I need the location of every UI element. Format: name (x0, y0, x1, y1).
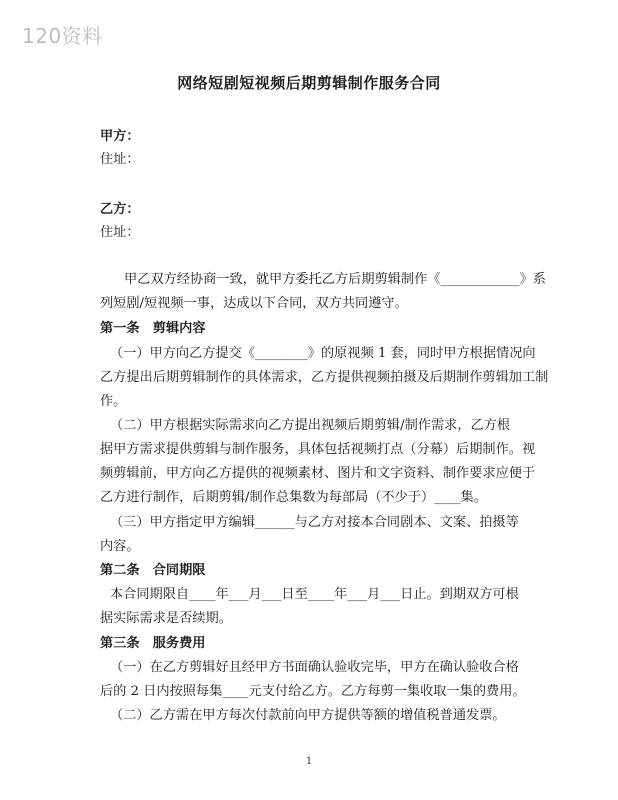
page-number: 1 (305, 756, 313, 767)
article-1-p3-line-2: 内容。 (100, 539, 140, 554)
article-1-p2-line-2: 据甲方需求提供剪辑与制作服务，具体包括视频打点（分幕）后期制作。视 (100, 442, 536, 457)
article-1-p2-line-1: （二）甲方根据实际需求向乙方提出视频后期剪辑/制作需求，乙方根 (110, 418, 511, 433)
article-2-line-1: 本合同期限自____年___月___日至____年___月___日止。到期双方可根 (110, 587, 519, 602)
article-1-heading: 第一条 剪辑内容 (100, 321, 206, 336)
party-a-label: 甲方： (100, 129, 140, 144)
article-1-p1-line-2: 乙方提出后期剪辑制作的具体需求，乙方提供视频拍摄及后期制作剪辑加工制 (100, 370, 549, 385)
article-3-p1-line-1: （一）在乙方剪辑好且经甲方书面确认验收完毕，甲方在确认验收合格 (110, 660, 519, 675)
article-3-p2-line-1: （二）乙方需在甲方每次付款前向甲方提供等额的增值税普通发票。 (110, 708, 506, 723)
document-title: 网络短剧短视频后期剪辑制作服务合同 (177, 74, 441, 92)
watermark: 120资料 (22, 24, 103, 48)
article-1-p2-line-3: 频剪辑前，甲方向乙方提供的视频素材、图片和文字资料、制作要求应便于 (100, 466, 536, 481)
article-1-p1-line-1: （一）甲方向乙方提交《________》的原视频 1 套，同时甲方根据情况向 (110, 346, 536, 361)
article-1-p1-line-3: 作。 (100, 394, 127, 409)
article-2-line-2: 据实际需求是否续期。 (100, 611, 232, 626)
article-3-heading: 第三条 服务费用 (100, 636, 206, 651)
intro-line-2: 列短剧/短视频一事，达成以下合同，双方共同遵守。 (100, 296, 408, 311)
party-a-address: 住址： (100, 152, 140, 167)
intro-line-1: 甲乙双方经协商一致，就甲方委托乙方后期剪辑制作《____________》系 (124, 272, 546, 287)
article-3-p1-line-2: 后的 2 日内按照每集____元支付给乙方。乙方每剪一集收取一集的费用。 (100, 684, 526, 699)
party-b-label: 乙方： (100, 202, 140, 217)
article-1-p2-line-4: 乙方进行制作，后期剪辑/制作总集数为每部局（不少于）____集。 (100, 490, 487, 505)
article-1-p3-line-1: （三）甲方指定甲方编辑______与乙方对接本合同剧本、文案、拍摄等 (110, 515, 519, 530)
article-2-heading: 第二条 合同期限 (100, 563, 206, 578)
party-b-address: 住址： (100, 225, 140, 240)
